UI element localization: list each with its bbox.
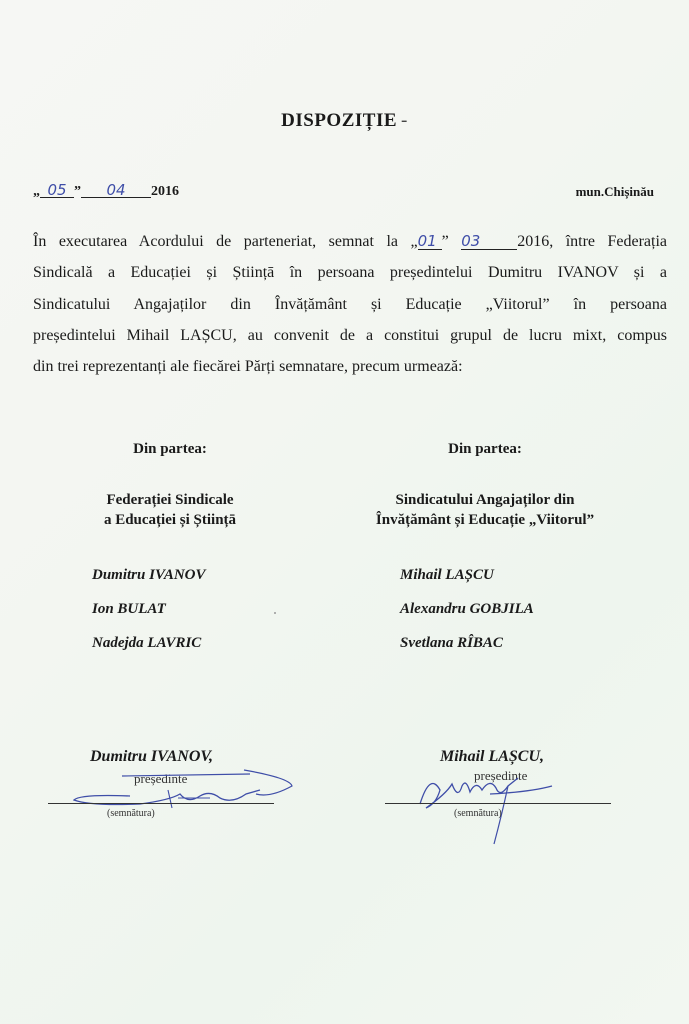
member-name: Dumitru IVANOV — [92, 567, 206, 583]
paragraph-text: În executarea Acordului de parteneriat, semnat la „ — [33, 233, 418, 250]
org-line: Învățământ și Educație „Viitorul” — [375, 512, 595, 528]
agreement-month: 03 — [461, 233, 517, 250]
right-party-block — [370, 441, 600, 541]
paragraph-line: din trei reprezentanți ale fiecărei Părți semnatare, precum urmează: — [33, 358, 463, 376]
date-close-quote: ” — [74, 184, 81, 199]
member-name: Mihail LAȘCU — [400, 567, 494, 583]
paragraph-text: 2016, între Federația — [517, 233, 668, 250]
left-signature-line — [48, 803, 274, 804]
date-day: 05 — [40, 183, 74, 198]
member-name: Nadejda LAVRIC — [92, 635, 202, 651]
paragraph-quote: ” — [441, 233, 449, 250]
document-place: mun.Chișinău — [575, 184, 654, 199]
agreement-day: 01 — [418, 233, 442, 250]
member-name: Ion BULAT — [92, 601, 166, 617]
date-month: 04 — [81, 183, 151, 198]
document-date — [33, 183, 179, 200]
date-open-quote: „ — [33, 184, 40, 199]
member-name: Svetlana RÎBAC — [400, 635, 503, 651]
member-name: Alexandru GOBJILA — [400, 601, 534, 617]
right-party-heading: Din partea: — [448, 441, 522, 457]
left-signature-caption: (semnătura) — [107, 808, 155, 819]
paragraph-line: Sindicatului Angajaților din Învățământ și Educație „Viitorul” în persoana — [33, 295, 667, 313]
right-party-members — [400, 558, 534, 660]
left-signature-scribble — [60, 764, 300, 814]
left-signer-role: președinte — [134, 771, 188, 786]
title-mark: - — [401, 110, 408, 131]
left-party-members — [92, 558, 206, 660]
right-signer-role: președinte — [474, 768, 528, 783]
document-paragraph — [33, 226, 667, 382]
left-signer-name: Dumitru IVANOV, — [90, 748, 214, 765]
org-line: Federației Sindicale — [106, 492, 234, 508]
paragraph-line: Sindicală a Educației și Științā în persoana președintelui Dumitru IVANOV și a — [33, 264, 667, 282]
paragraph-line: președintelui Mihail LAȘCU, au convenit de a constitui grupul de lucru mixt, compus — [33, 326, 667, 344]
title-text: DISPOZIȚIE — [281, 110, 398, 131]
paragraph-line — [33, 226, 667, 257]
left-party-heading: Din partea: — [133, 441, 207, 457]
paper-speck — [274, 612, 276, 614]
org-line: Sindicatului Angajaților din — [395, 492, 575, 508]
right-signature-caption: (semnătura) — [454, 808, 502, 819]
right-signature-line — [385, 803, 611, 804]
document-title — [0, 110, 689, 132]
right-signer-name: Mihail LAȘCU, — [440, 748, 545, 765]
left-party-organization — [60, 490, 280, 530]
org-line: a Educației și Științā — [103, 512, 237, 528]
left-party-block — [60, 441, 280, 541]
date-year: 2016 — [151, 184, 179, 199]
right-party-organization — [370, 490, 600, 530]
